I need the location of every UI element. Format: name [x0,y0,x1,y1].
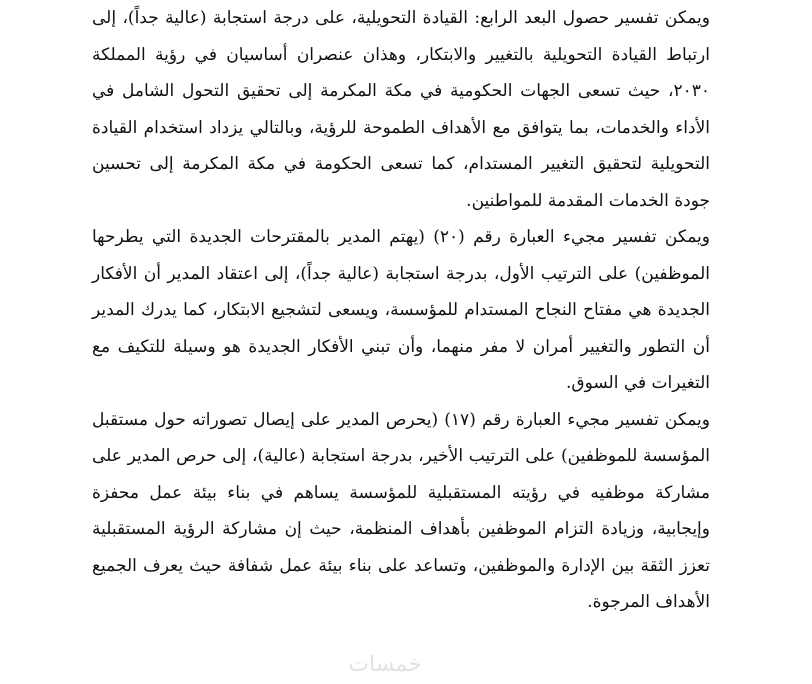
paragraph-dimension-four: ويمكن تفسير حصول البعد الرابع: القيادة التحويلية، على درجة استجابة (عالية جداً)، إلى ارتباط القيادة التحويلية بالتغيير والابتكار، وهذان عنصران أساسيان في رؤية المملكة ٢٠٣٠، حيث تسعى الجهات الحكومية في مكة المكرمة إلى تحقيق التحول الشامل في الأداء والخدمات، بما يتوافق مع الأهداف الطموحة للرؤية، وبالتالي يزداد استخدام القيادة التحويلية لتحقيق التغيير المستدام، كما تسعى الحكومة في مكة المكرمة إلى تحسين جودة الخدمات المقدمة للمواطنين. [92,8,710,211]
paragraph-statement-seventeen: ويمكن تفسير مجيء العبارة رقم (١٧) (يحرص المدير على إيصال تصوراته حول مستقبل المؤسسة للموظفين) على الترتيب الأخير، بدرجة استجابة (عالية)، إلى حرص المدير على مشاركة موظفيه في رؤيته المستقبلية للمؤسسة يساهم في بناء بيئة عمل محفزة وإيجابية، وزيادة التزام الموظفين بأهداف المنظمة، حيث إن مشاركة الرؤية المستقبلية تعزز الثقة بين الإدارة والموظفين، وتساعد على بناء بيئة عمل شفافة حيث يعرف الجميع الأهداف المرجوة. [92,409,710,612]
document-body [92,0,710,621]
paragraph-statement-twenty: ويمكن تفسير مجيء العبارة رقم (٢٠) (يهتم المدير بالمقترحات الجديدة التي يطرحها الموظفين) على الترتيب الأول، بدرجة استجابة (عالية جداً)، إلى اعتقاد المدير أن الأفكار الجديدة هي مفتاح النجاح المستدام للمؤسسة، ويسعى لتشجيع الابتكار، كما يدرك المدير أن التطور والتغيير أمران لا مفر منهما، وأن تبني الأفكار الجديدة هو وسيلة للتكيف مع التغيرات في السوق. [92,227,710,393]
khamsat-watermark: خمسات [348,652,422,677]
